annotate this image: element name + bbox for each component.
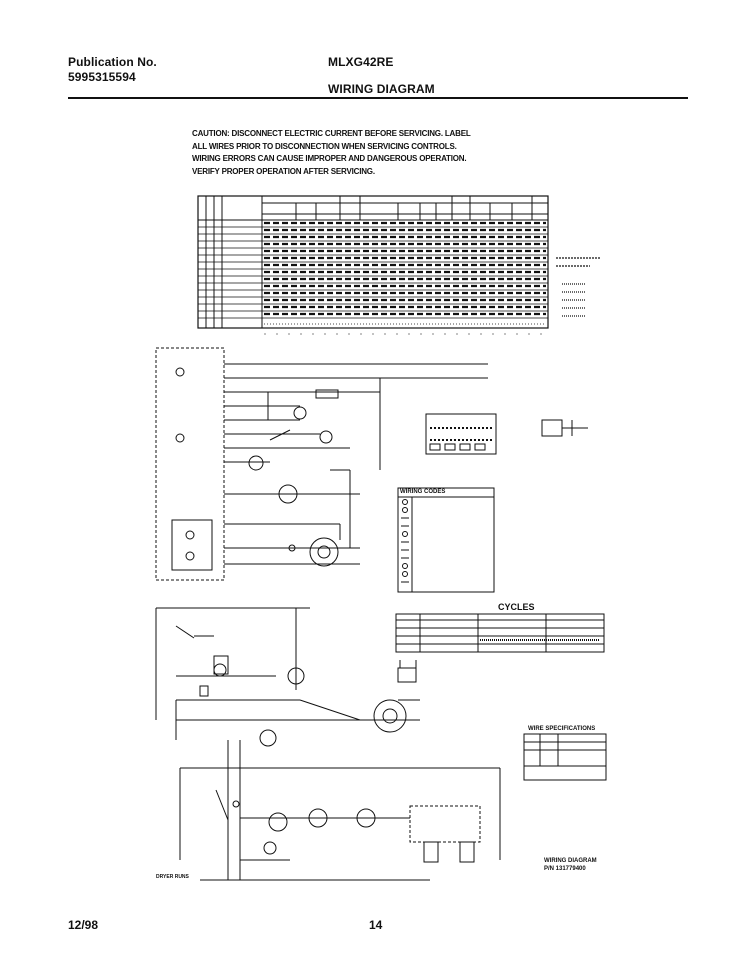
section-title: WIRING DIAGRAM xyxy=(328,82,435,96)
publication-number: 5995315594 xyxy=(68,70,136,84)
wire-spec-table xyxy=(524,734,606,780)
caution-line: CAUTION: DISCONNECT ELECTRIC CURRENT BEFORE SERVICING. LABEL xyxy=(192,129,471,138)
diagram-caption-1: WIRING DIAGRAM xyxy=(544,858,597,864)
publication-label: Publication No. xyxy=(68,55,157,69)
component-block xyxy=(426,414,496,454)
wiring-codes-title: WIRING CODES xyxy=(400,489,446,495)
timer-legend xyxy=(556,258,600,316)
diagram-caption-2: P/N 131779400 xyxy=(544,866,586,872)
cycles-title: CYCLES xyxy=(498,602,535,612)
dryer-label: DRYER RUNS xyxy=(156,874,189,880)
wire-spec-title: WIRE SPECIFICATIONS xyxy=(528,726,596,732)
footer-date: 12/98 xyxy=(68,918,99,932)
caution-line: ALL WIRES PRIOR TO DISCONNECTION WHEN SERVICING CONTROLS. xyxy=(192,141,457,151)
caution-line: WIRING ERRORS CAN CAUSE IMPROPER AND DANGEROUS OPERATION. xyxy=(192,154,467,163)
caution-line: VERIFY PROPER OPERATION AFTER SERVICING. xyxy=(192,166,375,176)
footer-page-number: 14 xyxy=(369,918,383,932)
switch-detail xyxy=(542,420,588,436)
upper-schematic xyxy=(156,348,488,580)
model-number: MLXG42RE xyxy=(328,55,394,69)
wiring-codes-box xyxy=(398,488,494,592)
cycles-table xyxy=(396,614,604,652)
lower-schematic xyxy=(156,608,500,880)
timer-chart xyxy=(198,196,548,334)
